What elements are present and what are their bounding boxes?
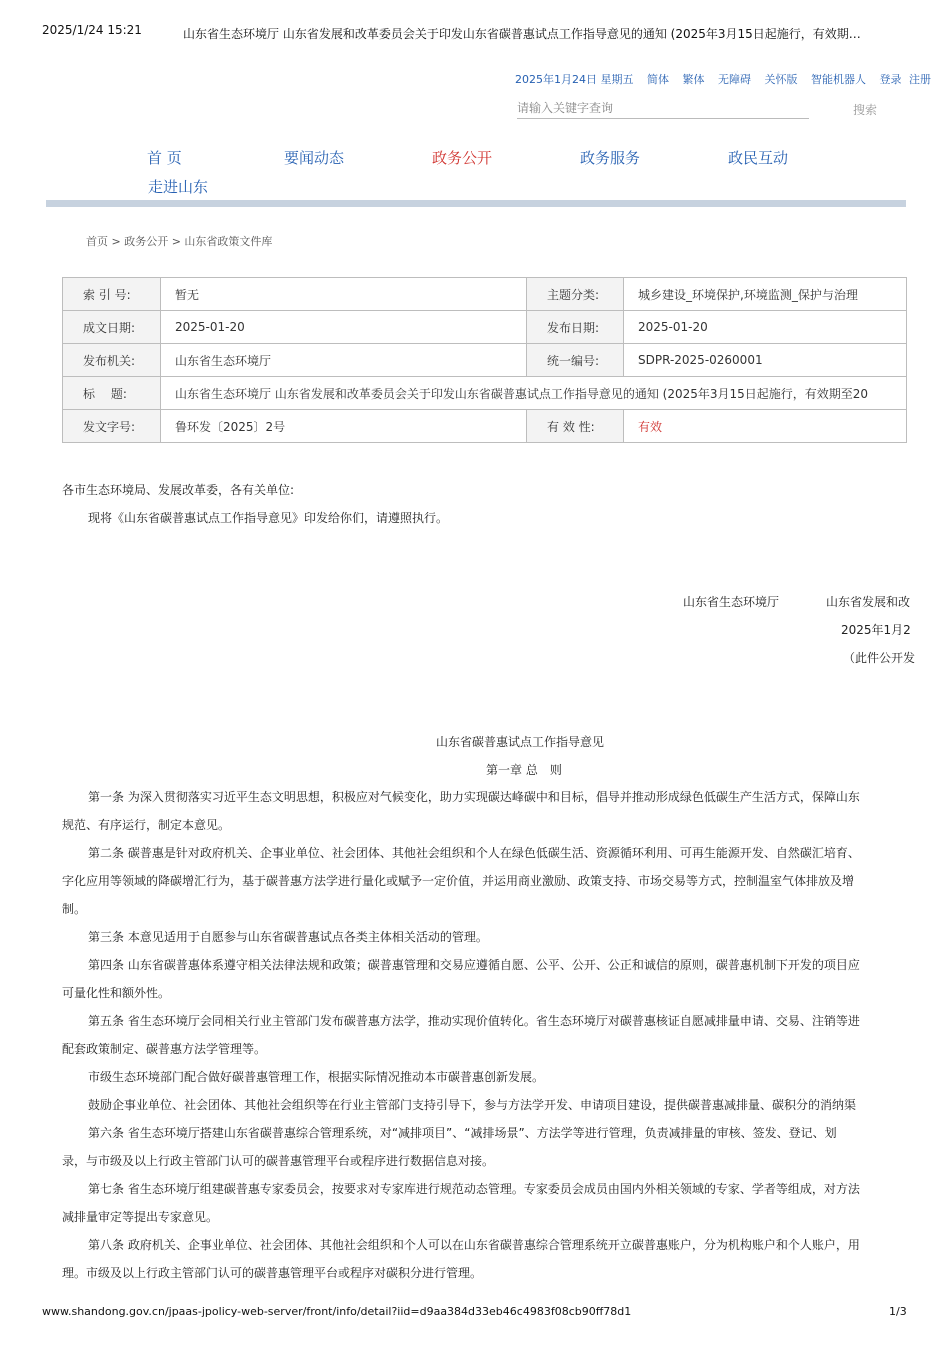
- signer-development-commission: 山东省发展和改: [826, 595, 911, 609]
- validity-value: 有效: [624, 410, 907, 443]
- created-date-value: 2025-01-20: [161, 311, 527, 344]
- salutation: 各市生态环境局、发展改革委，各有关单位:: [62, 483, 295, 497]
- link-login[interactable]: 登录: [879, 73, 902, 86]
- signing-date: 2025年1月2: [841, 623, 911, 637]
- table-row: [63, 311, 907, 344]
- page-number: 1/3: [889, 1305, 907, 1318]
- index-value: 暂无: [161, 278, 527, 311]
- topic-value: 城乡建设_环境保护,环境监测_保护与治理: [624, 278, 907, 311]
- article-line: 第三条 本意见适用于自愿参与山东省碳普惠试点各类主体相关活动的管理。: [88, 930, 488, 944]
- nav-government-services[interactable]: 政务服务: [580, 149, 641, 167]
- article-8: [62, 1231, 906, 1287]
- article-line: 第四条 山东省碳普惠体系遵守相关法律法规和政策；碳普惠管理和交易应遵循自愿、公平、公开、公正和诚信的原则，碳普惠机制下开发的项目应: [88, 958, 860, 972]
- article-1: [62, 783, 906, 839]
- table-row: [63, 410, 907, 443]
- unified-code-label: 统一编号:: [527, 344, 624, 377]
- nav-government-affairs[interactable]: 政务公开: [432, 149, 493, 167]
- table-row: [63, 344, 907, 377]
- published-date-value: 2025-01-20: [624, 311, 907, 344]
- title-label: 标 题:: [63, 377, 161, 410]
- article-6: [62, 1119, 906, 1175]
- signer-environment-dept: 山东省生态环境厅: [683, 595, 780, 609]
- publication-note: （此件公开发: [843, 651, 916, 665]
- nav-home[interactable]: 首 页: [147, 149, 182, 167]
- page-url: www.shandong.gov.cn/jpaas-jpolicy-web-server/front/info/detail?iid=d9aa384d33eb46c4983f08cb90ff78d1: [42, 1305, 632, 1318]
- article-line: 市级生态环境部门配合做好碳普惠管理工作，根据实际情况推动本市碳普惠创新发展。: [88, 1070, 545, 1084]
- topic-label: 主题分类:: [527, 278, 624, 311]
- article-line: 第五条 省生态环境厅会同相关行业主管部门发布碳普惠方法学，推动实现价值转化。省生态环境厅对碳普惠核证自愿减排量申请、交易、注销等进: [88, 1014, 860, 1028]
- published-date-label: 发布日期:: [527, 311, 624, 344]
- issuer-value: 山东省生态环境厅: [161, 344, 527, 377]
- article-line: 第一条 为深入贯彻落实习近平生态文明思想，积极应对气候变化，助力实现碳达峰碳中和目标，倡导并推动形成绿色低碳生产生活方式，保障山东: [88, 790, 860, 804]
- article-line: 第二条 碳普惠是针对政府机关、企事业单位、社会团体、其他社会组织和个人在绿色低碳生活、资源循环利用、可再生能源开发、自然碳汇培育、: [88, 846, 860, 860]
- doc-number-label: 发文字号:: [63, 410, 161, 443]
- doc-number-value: 鲁环发〔2025〕2号: [161, 410, 527, 443]
- document-title: 山东省碳普惠试点工作指导意见: [436, 735, 605, 749]
- table-row: [63, 377, 907, 410]
- search-input[interactable]: [517, 98, 809, 119]
- link-care-version[interactable]: 关怀版: [764, 73, 798, 86]
- link-smart-robot[interactable]: 智能机器人: [811, 73, 866, 86]
- index-label: 索 引 号:: [63, 278, 161, 311]
- article-line: 录，与市级及以上行政主管部门认可的碳普惠管理平台或程序进行数据信息对接。: [62, 1154, 495, 1168]
- search-button[interactable]: 搜索: [853, 103, 878, 117]
- unified-code-value: SDPR-2025-0260001: [624, 344, 907, 377]
- nav-divider-bar: [46, 200, 906, 207]
- print-title: 山东省生态环境厅 山东省发展和改革委员会关于印发山东省碳普惠试点工作指导意见的通知 (2025年3月15日起施行，有效期…: [183, 27, 861, 41]
- title-value: 山东省生态环境厅 山东省发展和改革委员会关于印发山东省碳普惠试点工作指导意见的通知 (2025年3月15日起施行，有效期至20: [161, 377, 907, 410]
- article-3: [62, 923, 906, 951]
- top-utility-bar: [515, 71, 931, 87]
- link-simplified[interactable]: 简体: [647, 73, 669, 86]
- current-date: 2025年1月24日 星期五: [515, 73, 634, 86]
- article-5-encourage-clause: [62, 1091, 906, 1119]
- article-line: 减排量审定等提出专家意见。: [62, 1210, 219, 1224]
- article-line: 第六条 省生态环境厅搭建山东省碳普惠综合管理系统，对“减排项目”、“减排场景”、方法学等进行管理，负责减排量的审核、签发、登记、划: [88, 1126, 837, 1140]
- document-metadata-table: [62, 277, 907, 443]
- table-row: [63, 278, 907, 311]
- validity-label: 有 效 性:: [527, 410, 624, 443]
- article-2: [62, 839, 906, 923]
- link-traditional[interactable]: 繁体: [682, 73, 705, 86]
- article-line: 字化应用等领域的降碳增汇行为，基于碳普惠方法学进行量化或赋予一定价值，并运用商业激励、政策支持、市场交易等方式，控制温室气体排放及增: [62, 874, 855, 888]
- nav-interaction[interactable]: 政民互动: [728, 149, 789, 167]
- chapter-heading: 第一章 总 则: [486, 763, 562, 777]
- issuer-label: 发布机关:: [63, 344, 161, 377]
- article-line: 第八条 政府机关、企事业单位、社会团体、其他社会组织和个人可以在山东省碳普惠综合管理系统开立碳普惠账户，分为机构账户和个人账户，用: [88, 1238, 860, 1252]
- notice-body: 现将《山东省碳普惠试点工作指导意见》印发给你们，请遵照执行。: [88, 511, 449, 525]
- article-7: [62, 1175, 906, 1231]
- article-line: 鼓励企事业单位、社会团体、其他社会组织等在行业主管部门支持引导下，参与方法学开发、申请项目建设，提供碳普惠减排量、碳积分的消纳渠: [88, 1098, 857, 1112]
- article-4: [62, 951, 906, 1007]
- breadcrumb[interactable]: 首页 > 政务公开 > 山东省政策文件库: [86, 235, 273, 248]
- created-date-label: 成文日期:: [63, 311, 161, 344]
- article-line: 第七条 省生态环境厅组建碳普惠专家委员会，按要求对专家库进行规范动态管理。专家委员会成员由国内外相关领域的专家、学者等组成，对方法: [88, 1182, 860, 1196]
- article-5: [62, 1007, 906, 1063]
- article-line: 配套政策制定、碳普惠方法学管理等。: [62, 1042, 267, 1056]
- link-register[interactable]: 注册: [909, 73, 931, 86]
- print-date: 2025/1/24 15:21: [42, 23, 142, 37]
- article-line: 理。市级及以上行政主管部门认可的碳普惠管理平台或程序对碳积分进行管理。: [62, 1266, 483, 1280]
- article-line: 可量化性和额外性。: [62, 986, 171, 1000]
- article-5-city-clause: [62, 1063, 906, 1091]
- article-line: 制。: [62, 902, 87, 916]
- nav-news[interactable]: 要闻动态: [284, 149, 345, 167]
- nav-about-shandong[interactable]: 走进山东: [148, 178, 209, 196]
- link-accessibility[interactable]: 无障碍: [718, 73, 751, 86]
- article-line: 规范、有序运行，制定本意见。: [62, 818, 231, 832]
